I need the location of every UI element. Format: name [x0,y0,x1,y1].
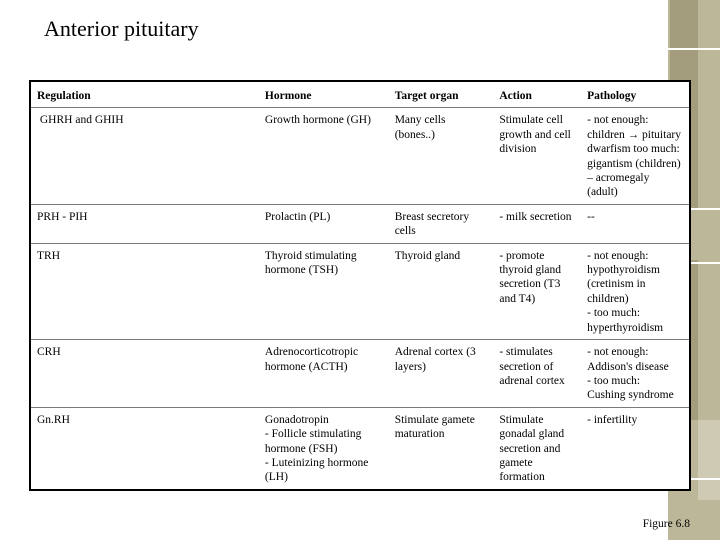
cell-target-organ: Thyroid gland [389,243,494,339]
cell-hormone: Thyroid stimulating hormone (TSH) [259,243,389,339]
header-target-organ: Target organ [389,81,494,108]
cell-target-organ: Adrenal cortex (3 layers) [389,340,494,408]
cell-hormone: Gonadotropin - Follicle stimulating hormone (FSH) - Luteinizing hormone (LH) [259,407,389,490]
stripe-block [698,420,720,500]
stripe-divider [668,48,720,50]
cell-hormone: Prolactin (PL) [259,204,389,243]
table-row [30,340,690,408]
cell-regulation: Gn.RH [30,407,259,490]
cell-hormone: Adrenocorticotropic hormone (ACTH) [259,340,389,408]
cell-pathology: - not enough: hypothyroidism (cretinism in children) - too much: hyperthyroidism [581,243,690,339]
table-row [30,243,690,339]
figure-caption: Figure 6.8 [642,518,690,530]
cell-action: - stimulates secretion of adrenal cortex [493,340,581,408]
header-pathology: Pathology [581,81,690,108]
header-hormone: Hormone [259,81,389,108]
table-row [30,204,690,243]
page-title: Anterior pituitary [44,16,199,41]
table-row [30,407,690,490]
cell-regulation: GHRH and GHIH [37,114,124,127]
cell-action: - milk secretion [493,204,581,243]
cell-regulation: CRH [30,340,259,408]
cell-action: Stimulate cell growth and cell division [499,114,571,156]
table-row [30,108,690,204]
table-header-row [30,81,690,108]
cell-action: - promote thyroid gland secretion (T3 and T4) [493,243,581,339]
cell-target-organ: Many cells (bones..) [394,114,446,141]
cell-hormone: Growth hormone (GH) [264,114,371,127]
header-action: Action [493,81,581,108]
hormone-table [29,80,691,491]
cell-target-organ: Stimulate gamete maturation [389,407,494,490]
header-regulation: Regulation [30,81,259,108]
cell-regulation: TRH [30,243,259,339]
cell-action: Stimulate gonadal gland secretion and gamete formation [493,407,581,490]
cell-pathology: - not enough: Addison's disease - too much: Cushing syndrome [581,340,690,408]
cell-pathology: - infertility [581,407,690,490]
cell-pathology: -- [581,204,690,243]
cell-pathology: - not enough: children → pituitary dwarfism too much: gigantism (children) – acromegaly (adult) [587,114,682,199]
cell-regulation: PRH - PIH [30,204,259,243]
cell-target-organ: Breast secretory cells [389,204,494,243]
